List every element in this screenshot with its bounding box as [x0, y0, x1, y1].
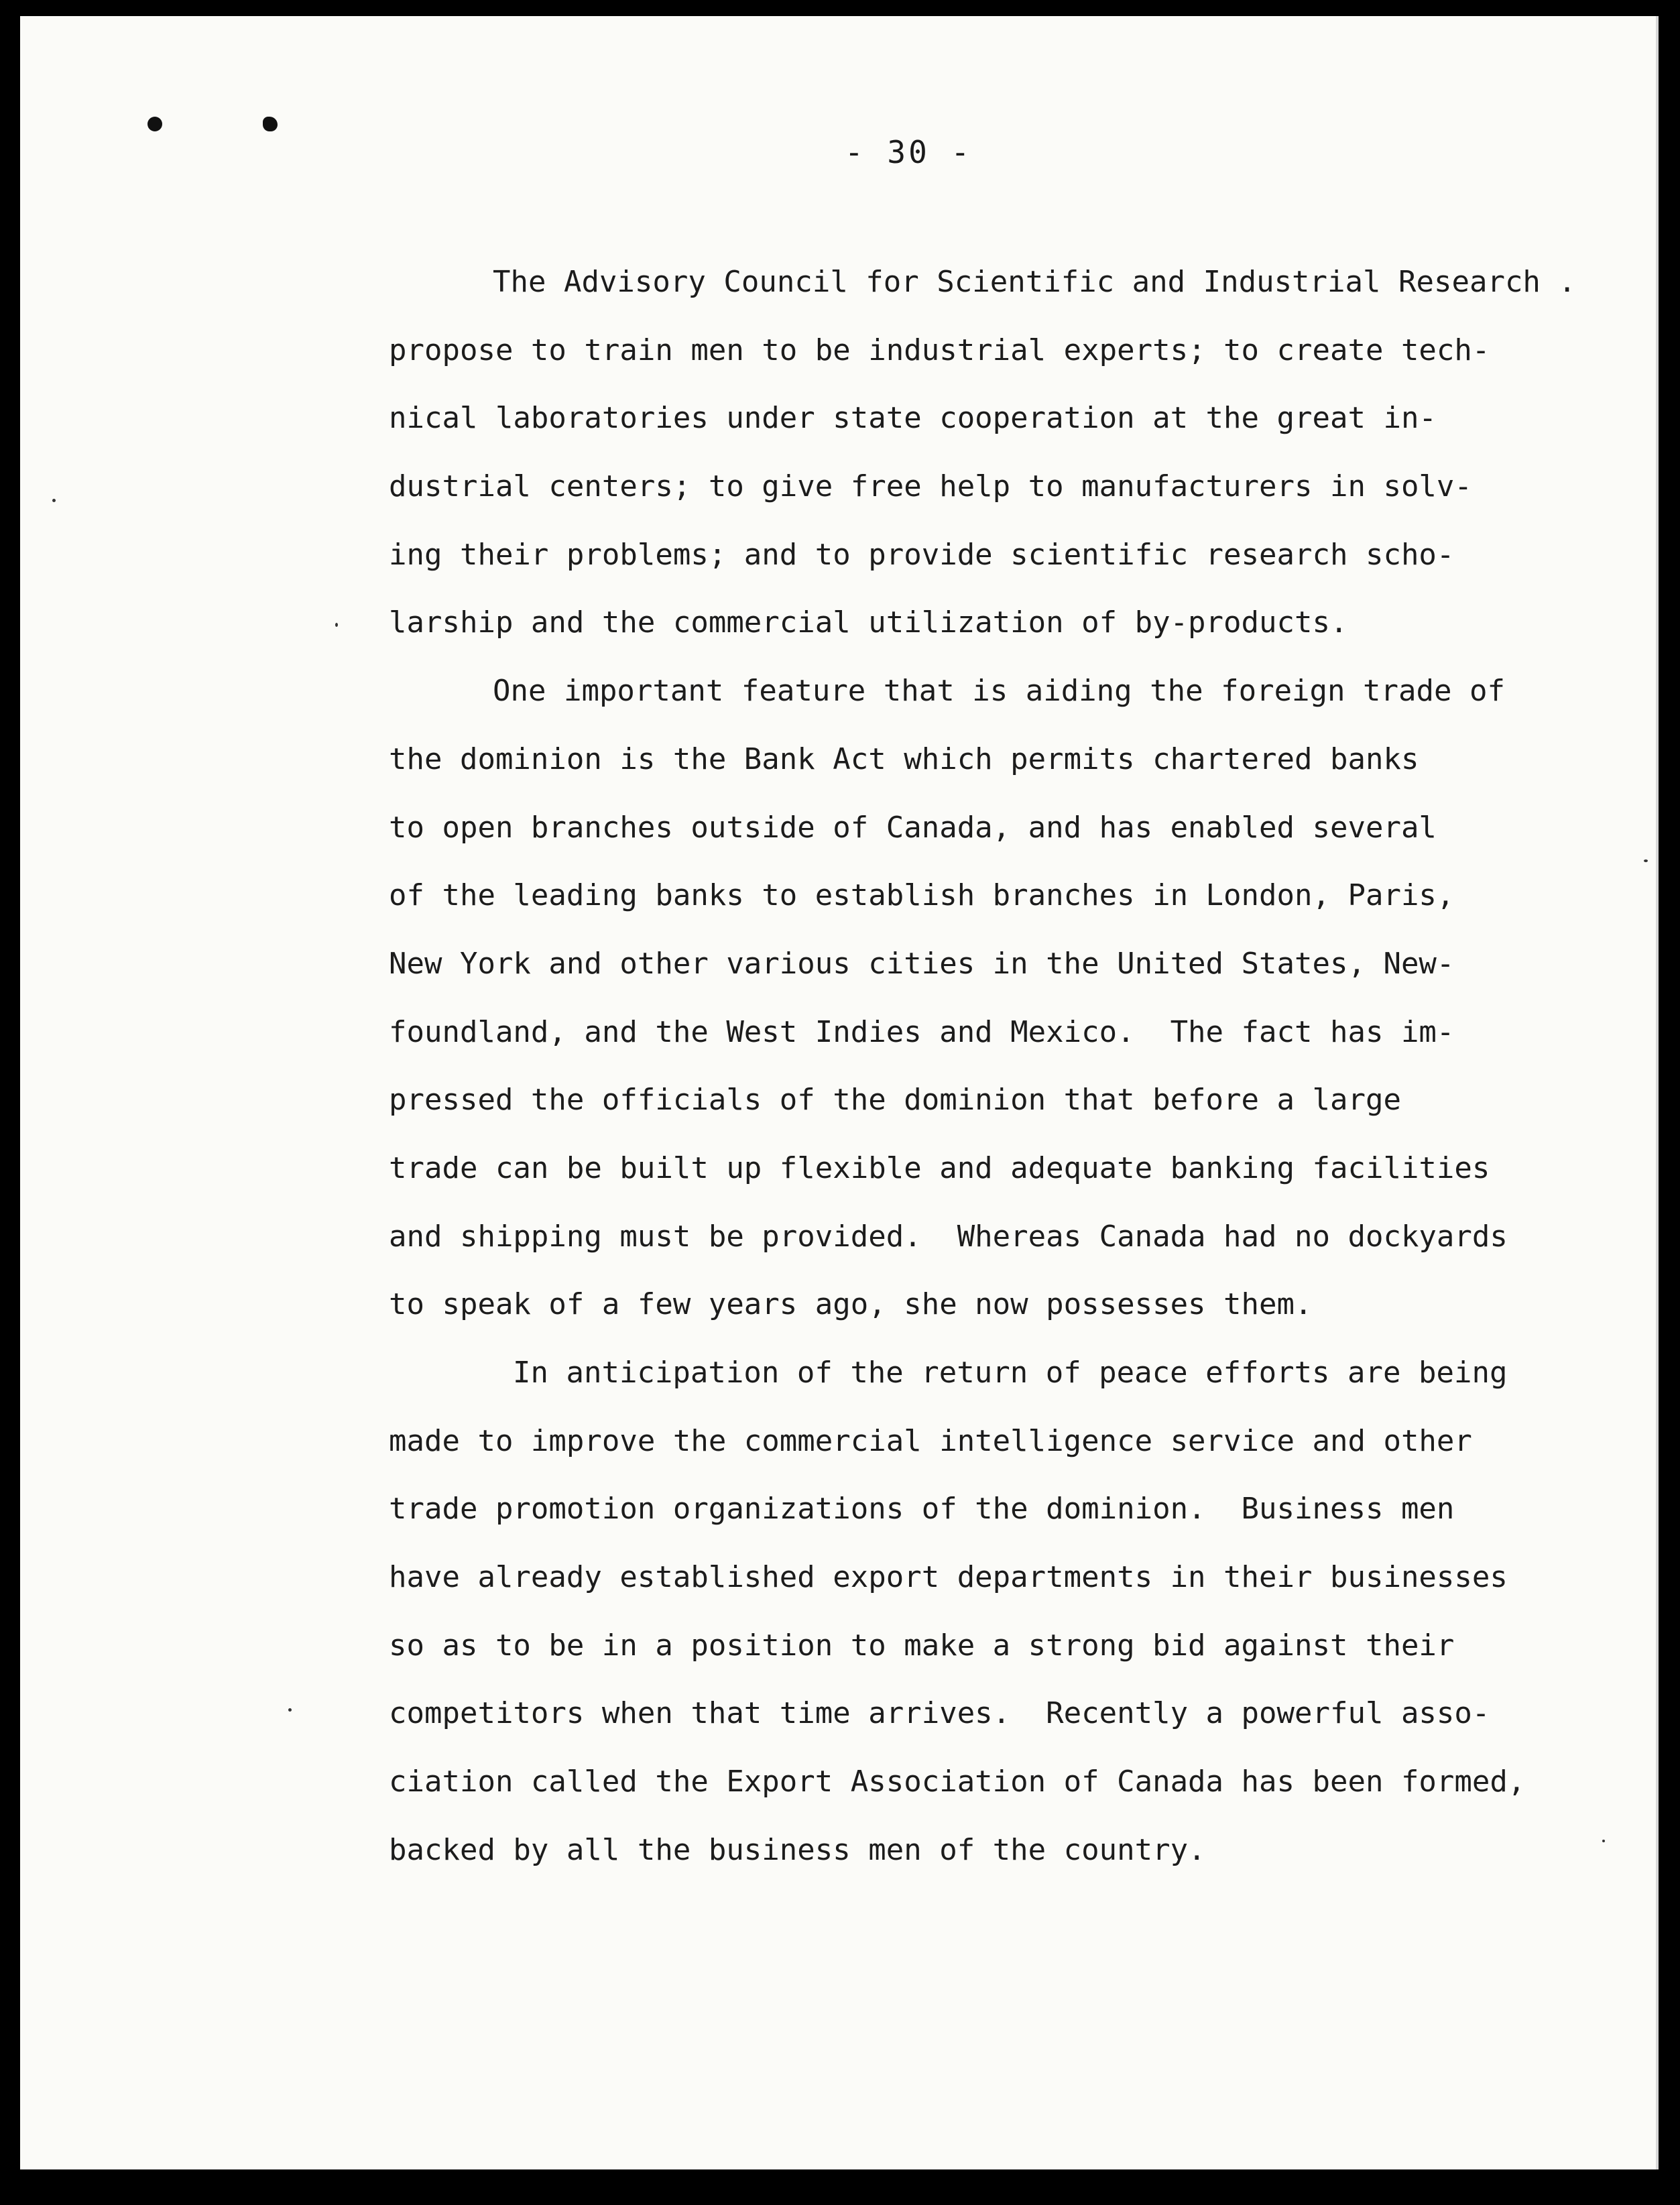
- text-line: ciation called the Export Association of Canada has been formed,: [389, 1765, 1526, 1799]
- text-line: backed by all the business men of the country.: [389, 1832, 1206, 1867]
- punch-hole-mark-right: [263, 117, 278, 131]
- text-line: trade can be built up flexible and adequate banking facilities: [389, 1150, 1490, 1185]
- text-line: propose to train men to be industrial experts; to create tech-: [389, 333, 1490, 367]
- punch-hole-mark-left: [147, 117, 162, 131]
- paragraph-bank-act: [389, 657, 1555, 1339]
- text-line: New York and other various cities in the United States, New-: [389, 946, 1455, 981]
- text-line: The Advisory Council for Scientific and Industrial Research .: [493, 265, 1576, 299]
- text-line: larship and the commercial utilization of by-products.: [389, 605, 1348, 640]
- text-line: One important feature that is aiding the foreign trade of: [493, 674, 1505, 709]
- scan-speck: [335, 623, 338, 627]
- text-line: competitors when that time arrives. Recently a powerful asso-: [389, 1696, 1490, 1731]
- scan-speck: [288, 1708, 292, 1712]
- text-line: trade promotion organizations of the dominion. Business men: [389, 1492, 1455, 1527]
- text-line: have already established export departments in their businesses: [389, 1560, 1508, 1595]
- text-line: and shipping must be provided. Whereas Canada had no dockyards: [389, 1219, 1508, 1254]
- text-line: pressed the officials of the dominion that before a large: [389, 1083, 1401, 1118]
- text-line: foundland, and the West Indies and Mexico. The fact has im-: [389, 1014, 1455, 1049]
- text-line: In anticipation of the return of peace efforts are being: [513, 1356, 1508, 1390]
- text-line: so as to be in a position to make a strong bid against their: [389, 1628, 1455, 1663]
- scan-speck: [1644, 859, 1648, 862]
- page-number: - 30 -: [845, 134, 973, 170]
- text-line: ing their problems; and to provide scientific research scho-: [389, 537, 1455, 572]
- paragraph-council: [389, 248, 1576, 657]
- text-line: the dominion is the Bank Act which permits chartered banks: [389, 741, 1419, 776]
- text-line: made to improve the commercial intelligence service and other: [389, 1423, 1472, 1458]
- text-line: of the leading banks to establish branches in London, Paris,: [389, 878, 1455, 913]
- text-line: dustrial centers; to give free help to manufacturers in solv-: [389, 469, 1472, 504]
- paragraph-peace-efforts: [389, 1339, 1555, 1885]
- text-line: nical laboratories under state cooperation at the great in-: [389, 401, 1437, 436]
- body-text: [389, 248, 1576, 1885]
- scan-speck: [1602, 1840, 1605, 1842]
- scan-speck: [52, 499, 56, 502]
- text-line: to speak of a few years ago, she now possesses them.: [389, 1287, 1313, 1322]
- text-line: to open branches outside of Canada, and has enabled several: [389, 810, 1437, 845]
